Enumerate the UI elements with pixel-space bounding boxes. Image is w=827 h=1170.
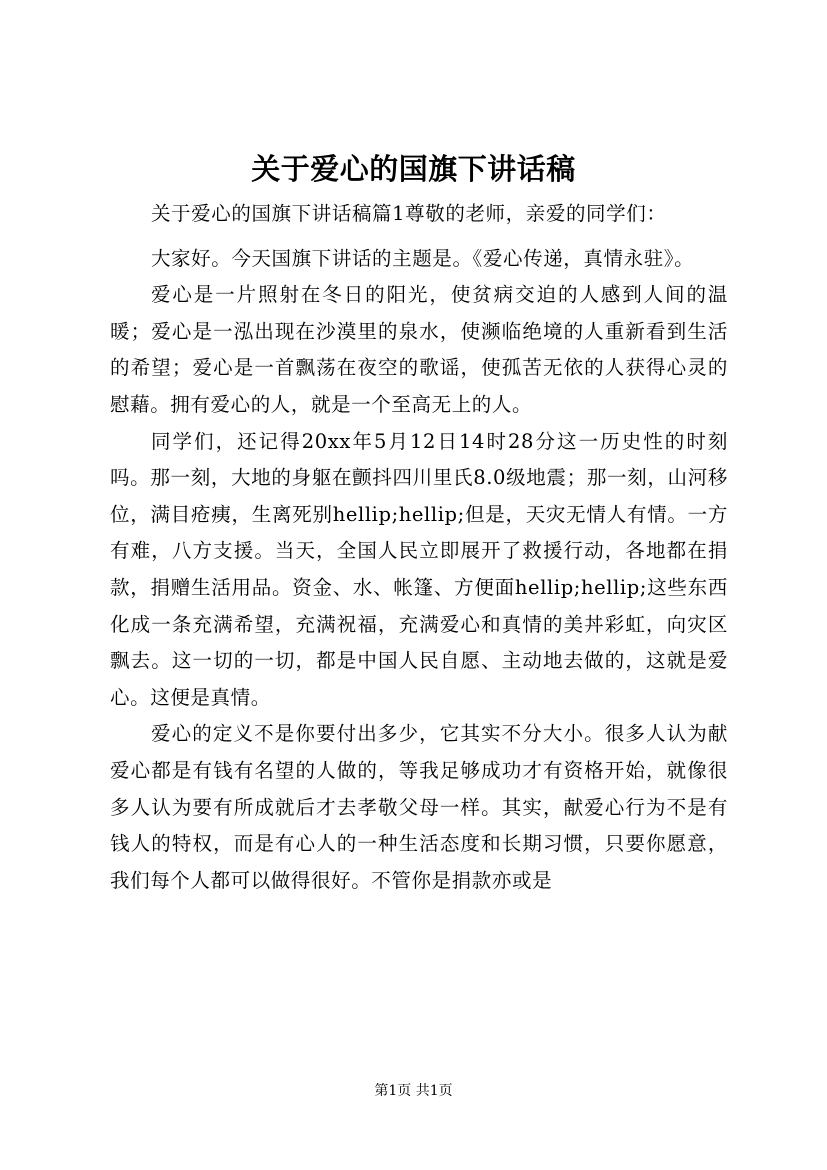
document-title: 关于爱心的国旗下讲话稿 <box>251 152 576 186</box>
paragraph-earthquake: 同学们，还记得20xx年5月12日14时28分这一历史性的时刻吗。那一刻，大地的身躯在颤抖四川里氏8.0级地震；那一刻，山河移位，满目疮痍，生离死别hellip;hellip;但是，天灾无情人有情。一方有难，八方支援。当天，全国人民立即展开了救援行动，各地都在捐款，捐赠生活用品。资金、水、帐篷、方便面hellip;hellip;这些东西化成一条充满希望，充满祝福，充满爱心和真情的美丼彩虹，向灾区飘去。这一切的一切，都是中国人民自愿、主动地去做的，这就是爱心。这便是真情。 <box>110 429 728 709</box>
page-footer: 第1页 共1页 <box>374 1083 453 1099</box>
paragraph-intro: 大家好。今天国旗下讲话的主题是。《爱心传递，真情永驻》。 <box>150 246 695 270</box>
paragraph-greeting: 关于爱心的国旗下讲话稿篇1尊敬的老师，亲爱的同学们： <box>150 202 667 225</box>
paragraph-love-metaphor: 爱心是一片照射在冬日的阳光，使贫病交迫的人感到人间的温暖；爱心是一泓出现在沙漠里的泉水，使濒临绝境的人重新看到生活的希望；爱心是一首飘荡在夜空的歌谣，使孤苦无依的人获得心灵的慰藉。拥有爱心的人，就是一个至高无上的人。 <box>110 283 728 416</box>
document-body <box>110 196 728 899</box>
paragraph-definition: 爱心的定义不是你要付出多少，它其实不分大小。很多人认为献爱心都是有钱有名望的人做的，等我足够成功才有资格开始，就像很多人认为要有所成就后才去孝敬父母一样。其实，献爱心行为不是有钱人的特权，而是有心人的一种生活态度和长期习惯，只要你愿意，我们每个人都可以做得很好。不管你是捐款亦或是 <box>110 722 728 892</box>
